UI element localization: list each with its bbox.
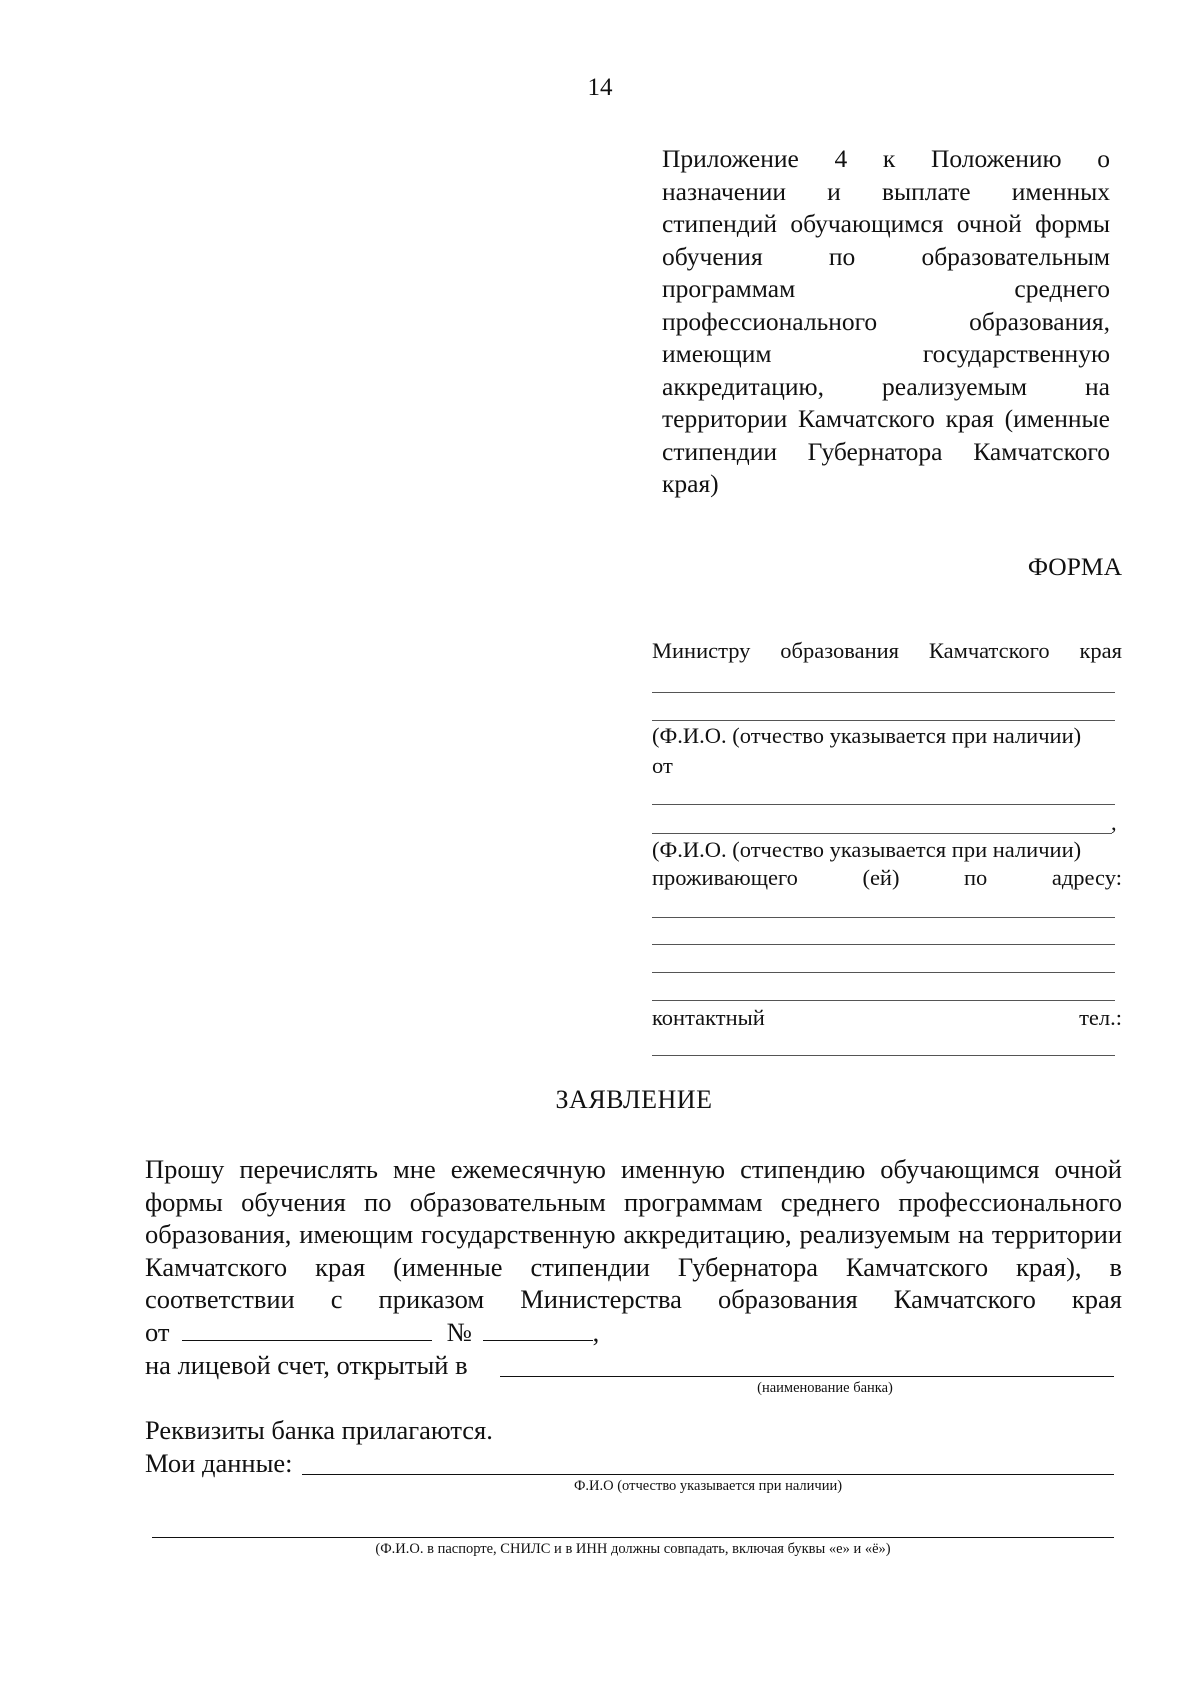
address-line-1[interactable] xyxy=(652,917,1115,918)
from-line-2[interactable] xyxy=(652,833,1112,834)
residing-word-2: (ей) xyxy=(862,865,900,890)
page-number: 14 xyxy=(587,74,613,101)
fio-caption-small: Ф.И.О (отчество указывается при наличии) xyxy=(573,1478,843,1494)
from-label: от xyxy=(652,753,673,778)
order-line xyxy=(145,1316,599,1349)
form-label: ФОРМА xyxy=(1027,552,1122,581)
from-comma: , xyxy=(1111,810,1117,835)
from-line-1[interactable] xyxy=(652,804,1115,805)
residing-word-1: проживающего xyxy=(652,865,798,890)
passport-data-field[interactable] xyxy=(152,1537,1114,1538)
order-number-field[interactable] xyxy=(483,1339,593,1341)
account-label: на лицевой счет, открытый в xyxy=(145,1350,468,1380)
address-line-2[interactable] xyxy=(652,944,1115,945)
address-line-4[interactable] xyxy=(652,1000,1115,1001)
bank-caption: (наименование банка) xyxy=(757,1380,893,1396)
fio-caption-2: (Ф.И.О. (отчество указывается при наличии) xyxy=(652,837,1082,862)
addressee-line-2[interactable] xyxy=(652,720,1115,721)
account-line xyxy=(145,1349,468,1382)
my-data-field[interactable] xyxy=(302,1474,1114,1475)
contact-word-2: тел.: xyxy=(1079,1005,1122,1030)
address-line-3[interactable] xyxy=(652,972,1115,973)
fio-caption: (Ф.И.О. (отчество указывается при наличии) xyxy=(652,723,1082,748)
contact-label xyxy=(652,1004,1122,1032)
residing-word-4: адресу: xyxy=(1051,865,1122,890)
order-no-label: № xyxy=(446,1317,473,1347)
order-comma: , xyxy=(592,1317,600,1347)
residing-label xyxy=(652,864,1122,892)
addressee-line-1[interactable] xyxy=(652,692,1115,693)
bank-name-field[interactable] xyxy=(500,1376,1114,1377)
addressee-minister xyxy=(652,637,1122,665)
residing-word-3: по xyxy=(964,865,988,890)
addressee-minister-text: Министру образования Камчатского края xyxy=(652,638,1122,663)
bank-details-note: Реквизиты банка прилагаются. xyxy=(145,1415,493,1445)
document-title: ЗАЯВЛЕНИЕ xyxy=(555,1085,713,1114)
phone-line[interactable] xyxy=(652,1055,1115,1056)
order-date-field[interactable] xyxy=(182,1339,432,1341)
passport-note: (Ф.И.О. в паспорте, СНИЛС и в ИНН должны совпадать, включая буквы «е» и «ё») xyxy=(375,1541,891,1557)
appendix-header: Приложение 4 к Положению о назначении и выплате именных стипендий обучающимся очной формы обучения по образовательным программам среднего профессионального образования, имеющим государственную аккредитацию, реализуемым на территории Камчатского края (именные стипендии Губернатора Камчатского края) xyxy=(662,144,1110,498)
order-from-label: от xyxy=(145,1317,170,1347)
statement-paragraph: Прошу перечислять мне ежемесячную именную стипендию обучающимся очной формы обучения по образовательным программам среднего профессионального образования, имеющим государственную аккредитацию, реализуемым на территории Камчатского края (именные стипендии Губернатора Камчатского края), в соответствии с приказом Министерства образования Камчатского края xyxy=(145,1154,1122,1314)
my-data-label: Мои данные: xyxy=(145,1448,293,1478)
contact-word-1: контактный xyxy=(652,1005,765,1030)
